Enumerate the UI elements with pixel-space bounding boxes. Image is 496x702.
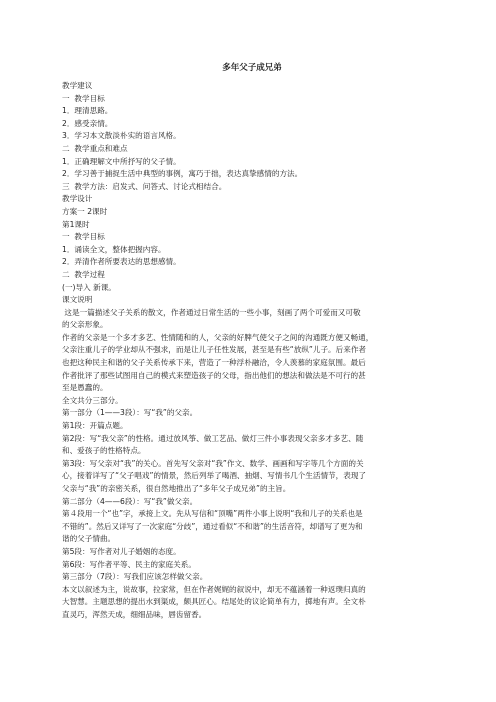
text-line: 3．学习本文散淡朴实的语言风格。 bbox=[62, 131, 181, 141]
text-line: 大智慧。主题思想的提出水到渠成，颇具匠心。结尾处的议论简单有力，掷地有声。全文朴 bbox=[62, 597, 366, 607]
text-line: 父亲注重儿子的学业却从不强求，而是让儿子任性发展，甚至是有些“放纵”儿子。后来作者 bbox=[62, 345, 367, 355]
text-line: 不错的”。然后又详写了一次家庭“分歧”，通过看似“不和谐”的生活音符，却谱写了更为和 bbox=[62, 521, 363, 531]
text-line: 这是一篇描述父子关系的散文，作者通过日常生活的一些小事，刻画了两个可爱而又可敬 bbox=[62, 307, 361, 317]
text-line: 第二部分（4——6段）：写“我”做父亲。 bbox=[62, 496, 198, 506]
text-line: 第1课时 bbox=[62, 219, 90, 229]
text-line: 也把这种民主和谐的父子关系传承下来，营造了一种浮朴融洽，令人羡慕的家庭氛围。最后 bbox=[62, 358, 366, 368]
text-line: 心，接着详写了“父子唱戏”的情景，然后列举了喝酒、抽烟、写情书几个生活情节，表现了 bbox=[62, 471, 367, 481]
text-line: 课文说明 bbox=[62, 295, 93, 305]
text-line: 二 教学过程 bbox=[62, 269, 105, 279]
text-line: 教学建议 bbox=[62, 81, 93, 90]
text-line: 本文以叙述为主，说故事，拉家常，但在作者娓娓的叙说中，却无不蕴涵着一种返璞归真的 bbox=[62, 584, 366, 594]
text-line: 父亲与“我”的亲密关系，很自然地推出了“多年父子成兄弟”的主旨。 bbox=[62, 484, 291, 493]
text-line: 2．弄清作者所要表达的思想感情。 bbox=[62, 257, 181, 267]
text-line: 第一部分（1——3段）：写“我”的父亲。 bbox=[62, 408, 198, 418]
text-line: 三 教学方法：启发式、问答式、讨论式相结合。 bbox=[62, 181, 227, 191]
text-line: 教学设计 bbox=[62, 194, 93, 204]
text-line: 二 教学重点和难点 bbox=[62, 143, 128, 153]
text-line: 2．学习善于捕捉生活中典型的事例，寓巧于拙，表达真挚感情的方法。 bbox=[62, 169, 303, 179]
text-line: 至是愚蠢的。 bbox=[62, 383, 108, 393]
text-line: 的父亲形象。 bbox=[62, 320, 108, 330]
text-line: 第5段：写作者对儿子婚姻的态度。 bbox=[62, 546, 181, 556]
text-line: 第2段：写“我父亲”的性格。通过放风筝、做工艺品、做灯三件小事表现父亲多才多艺、随 bbox=[62, 433, 364, 443]
text-line: 第6段：写作者平等、民主的家庭关系。 bbox=[62, 559, 196, 569]
text-line: 第1段：开篇点题。 bbox=[62, 421, 128, 431]
text-line: 作者批评了那些试图用自己的模式来塑造孩子的父母，指出他们的想法和做法是不可行的甚 bbox=[62, 370, 366, 380]
text-line: (一)导入 新课。 bbox=[62, 282, 116, 292]
text-line: 一 教学目标 bbox=[62, 232, 105, 242]
text-line: 第3段：写父亲对“我”的关心。首先写父亲对“我”作文、数学、画画和写字等几个方面的关 bbox=[62, 458, 364, 468]
text-line: 第三部分（7段）：写我们应该怎样做父亲。 bbox=[62, 572, 208, 582]
document-title: 多年父子成兄弟 bbox=[222, 63, 282, 73]
document-page bbox=[62, 62, 442, 622]
text-line: 1．理清思路。 bbox=[62, 106, 113, 116]
text-line: 谐的父子情曲。 bbox=[62, 534, 116, 544]
document-body bbox=[62, 80, 442, 622]
text-line: 和、爱孩子的性格特点。 bbox=[62, 446, 146, 456]
text-line: 1．正确理解文中所抒写的父子情。 bbox=[62, 156, 181, 166]
text-line: 作者的父亲是一个多才多艺、性情随和的人，父亲的好脾气使父子之间的沟通既方便又畅通， bbox=[62, 332, 374, 342]
text-line: 方案一 2课时 bbox=[62, 206, 108, 216]
text-line: 全文共分三部分。 bbox=[62, 395, 123, 405]
text-line: 一 教学目标 bbox=[62, 93, 105, 103]
text-line: 第４段用一个“也”字，承接上文。先从写信和“顶嘴”两件小事上说明“我和儿子的关系也是 bbox=[62, 509, 363, 519]
text-line: 1．诵读全文，整体把握内容。 bbox=[62, 244, 166, 254]
text-line: 直灵巧，浑然天成，细细品味，唇齿留香。 bbox=[62, 609, 207, 619]
text-line: 2．感受亲情。 bbox=[62, 118, 113, 128]
